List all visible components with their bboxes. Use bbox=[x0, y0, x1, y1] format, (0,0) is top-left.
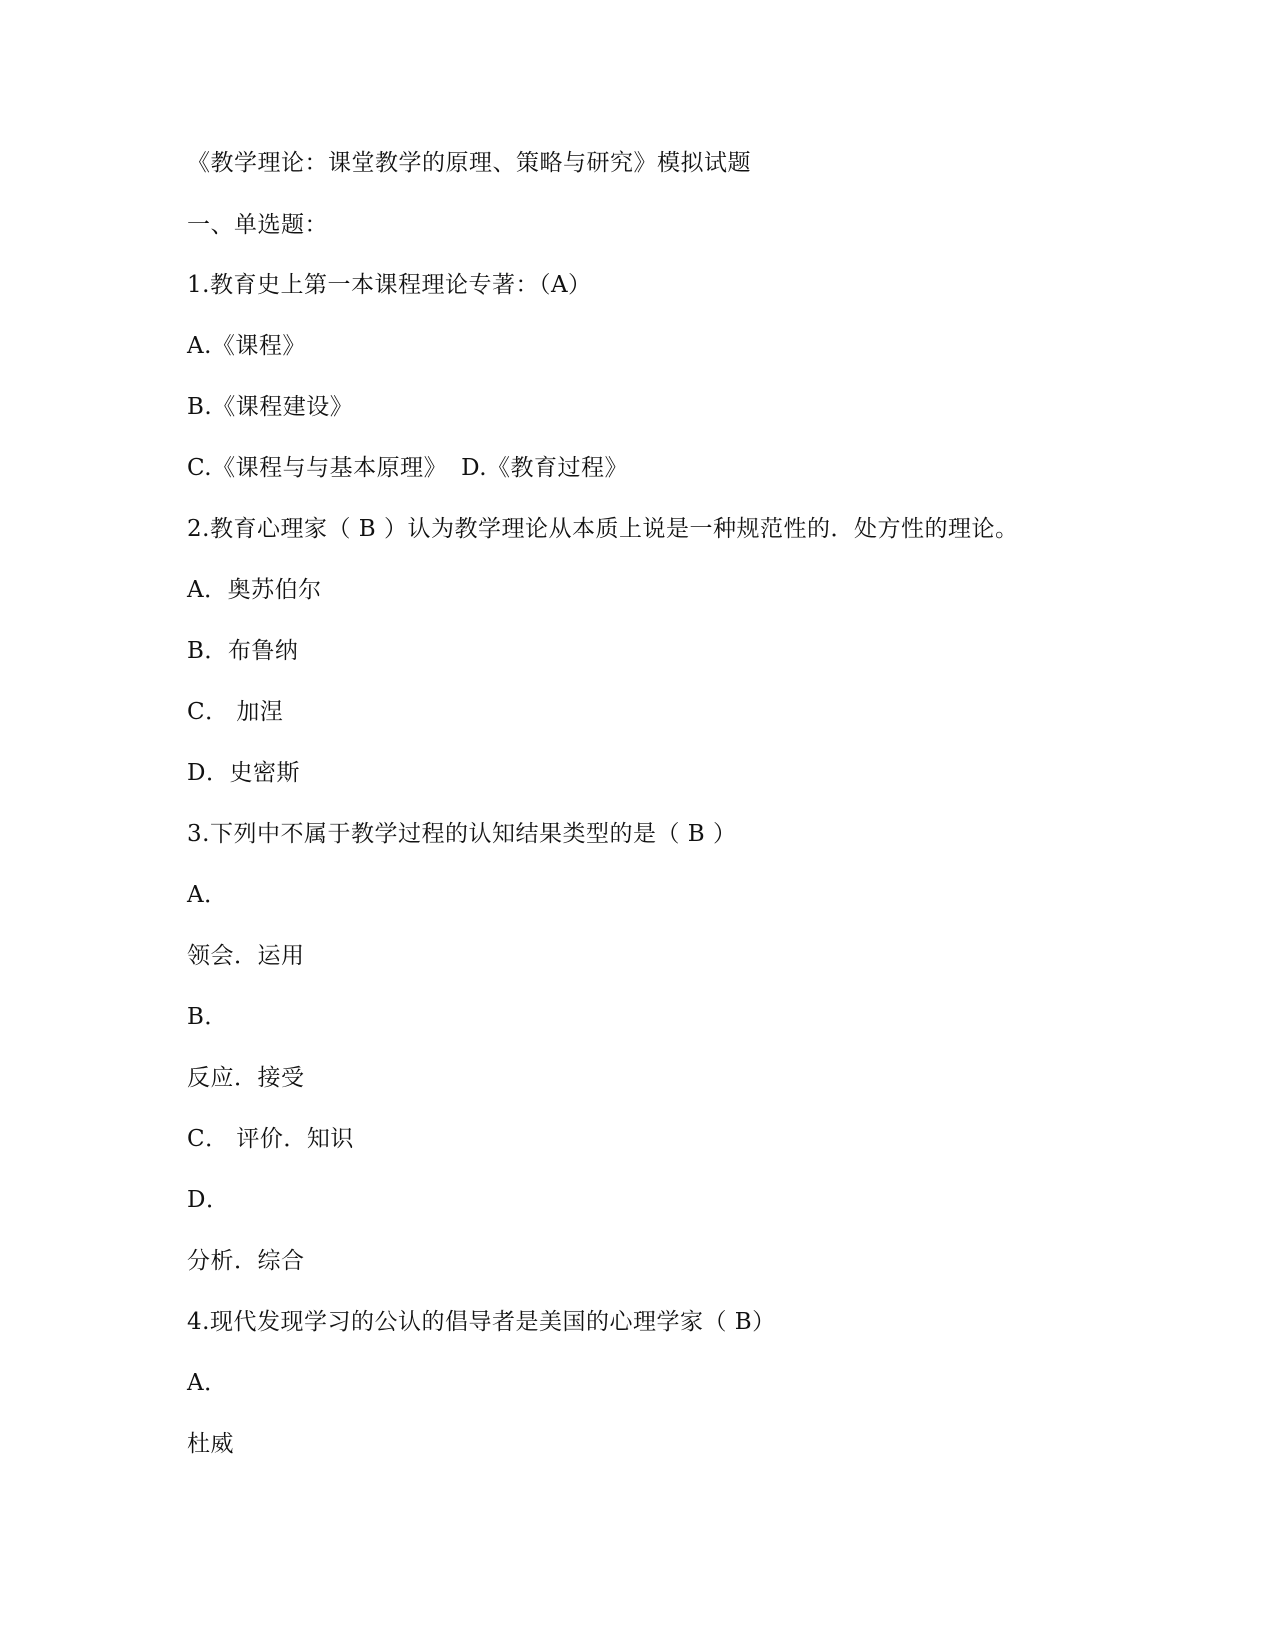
question-1-stem: 1.教育史上第一本课程理论专著：（A） bbox=[187, 272, 592, 298]
question-3-option-b-text: 反应．接受 bbox=[187, 1065, 305, 1091]
question-2-stem: 2.教育心理家（ B ）认为教学理论从本质上说是一种规范性的．处方性的理论。 bbox=[187, 516, 1019, 542]
question-3-option-a-label: A． bbox=[187, 882, 228, 908]
question-4-option-a-text: 杜威 bbox=[187, 1431, 234, 1457]
question-2-option-c: C． 加涅 bbox=[187, 699, 284, 725]
document-title: 《教学理论：课堂教学的原理、策略与研究》模拟试题 bbox=[187, 150, 751, 176]
question-1-option-c: C.《课程与与基本原理》 bbox=[187, 455, 448, 481]
section-heading: 一、单选题： bbox=[187, 212, 328, 238]
question-3-option-d-text: 分析．综合 bbox=[187, 1248, 305, 1274]
question-1-option-a: A.《课程》 bbox=[187, 333, 306, 359]
question-1-option-d: D.《教育过程》 bbox=[461, 455, 629, 481]
question-2-option-b: B．布鲁纳 bbox=[187, 638, 299, 664]
question-4-stem: 4.现代发现学习的公认的倡导者是美国的心理学家（ B） bbox=[187, 1309, 776, 1335]
question-1-options-cd bbox=[187, 448, 628, 488]
question-2-option-a: A．奥苏伯尔 bbox=[187, 577, 322, 603]
question-1-option-b: B.《课程建设》 bbox=[187, 394, 354, 420]
question-2-option-d: D．史密斯 bbox=[187, 760, 300, 786]
question-3-option-a-text: 领会．运用 bbox=[187, 943, 305, 969]
question-3-option-b-label: B． bbox=[187, 1004, 228, 1030]
question-4-option-a-label: A． bbox=[187, 1370, 228, 1396]
question-3-option-c: C． 评价．知识 bbox=[187, 1126, 354, 1152]
question-3-stem: 3.下列中不属于教学过程的认知结果类型的是（ B ） bbox=[187, 821, 737, 847]
question-3-option-d-label: D． bbox=[187, 1187, 230, 1213]
